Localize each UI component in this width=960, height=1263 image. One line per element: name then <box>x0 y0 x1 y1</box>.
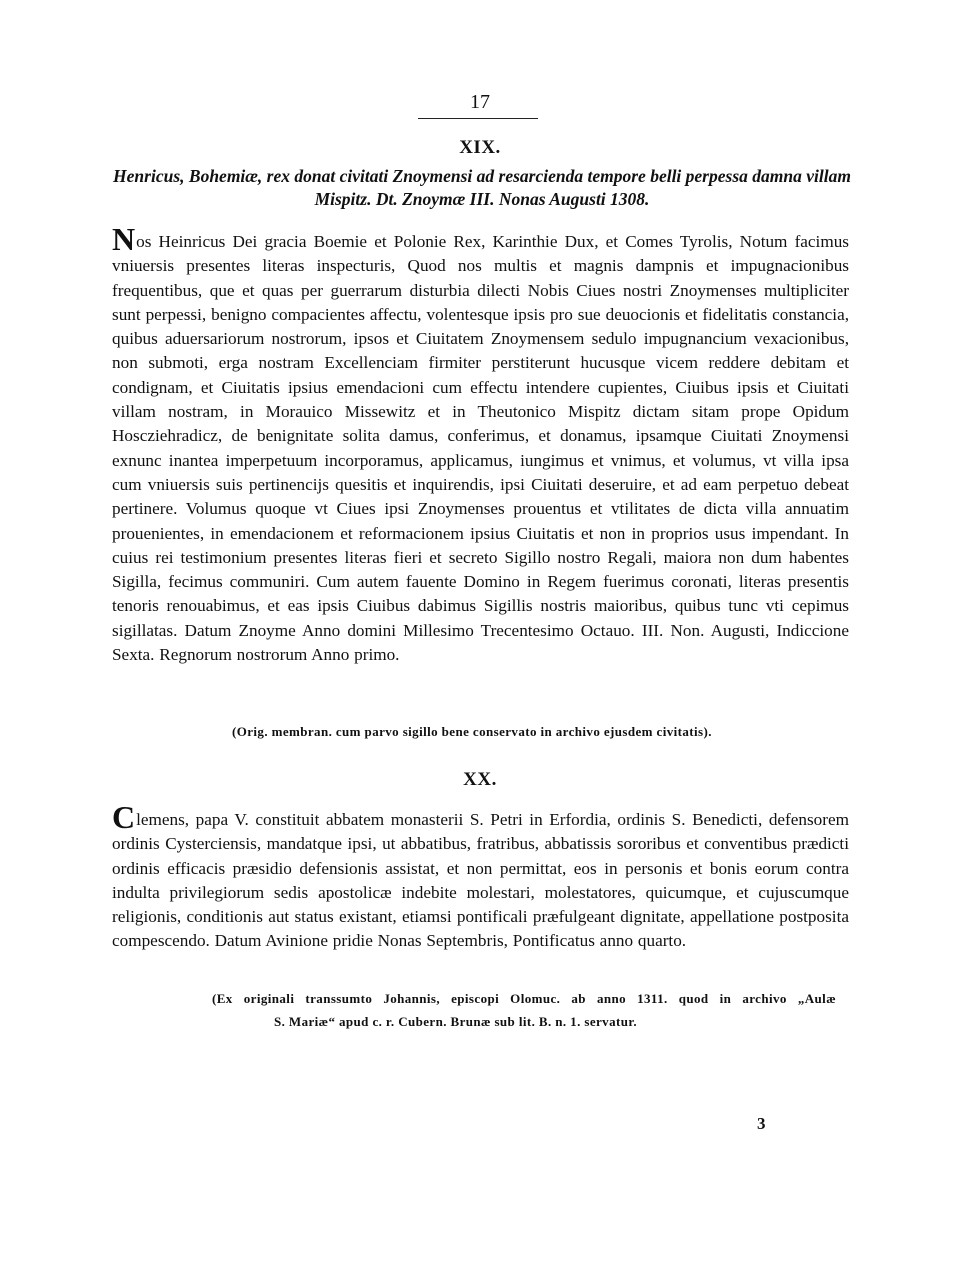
document-body-xx <box>112 799 849 954</box>
document-body-xix <box>112 221 849 667</box>
archival-note-line: S. Mariæ“ apud c. r. Cubern. Brunæ sub lit. B. n. 1. servatur. <box>274 1014 637 1029</box>
archival-note-line: (Ex originali transsumto Johannis, episcopi Olomuc. ab anno 1311. quod in archivo „Aulæ <box>212 991 836 1006</box>
archival-note-xix: (Orig. membran. cum parvo sigillo bene conservato in archivo ejusdem civitatis). <box>232 724 712 739</box>
body-text: os Heinricus Dei gracia Boemie et Polonie Rex, Karinthie Dux, et Comes Tyrolis, Notum facimus vniuersis presentes literas inspecturis, Quod nos multis et magnis dampnis et impugnacionibus frequentibus, que et quas per guerrarum disturbia dilecti Nobis Ciues nostri Znoymenses multipliciter sunt perpessi, benigno compacientes affectu, volentesque ipsis pro sue deuocionis et fidelitatis constancia, quibus aduersariorum nostrorum, ipsos et Ciuitatem Znoymensem sedulo impugnancium vexacionibus, non submoti, erga nostram Excellenciam firmiter perstiterunt hucusque vicem reddere debitam et condignam, et Ciuitatis ipsius emendacioni cum effectu intendere cupientes, Ciuibus ipsis et Ciuitati villam nostram, in Morauico Missewitz et in Theutonico Mispitz dictam sitam prope Opidum Hoscziehradicz, de benignitate solita damus, conferimus, et donamus, ipsamque Ciuitati Znoymensi exnunc inantea imperpetuum incorporamus, applicamus, iungimus et vnimus, et volumus, vt villa ipsa cum vniuersis suis pertinencijs quesitis et inquirendis, ipsi Ciuitati deseruire, et ad eam perpetuo debeat pertinere. Volumus quoque vt Ciues ipsi Znoymenses prouentus et vtilitates de dicta villa annuatim prouenientes, in emendacionem et reformacionem ipsius Ciuitatis et non in proprios usus impendant. In cuius rei testimonium presentes literas fieri et secreto Sigillo nostro Regali, maiora non dum habentes Sigilla, fecimus communiri. Cum autem fauente Domino in Regem fuerimus coronati, literas presentis tenoris renouabimus, et eas ipsis Ciuibus dabimus Sigillis nostris maioribus, quibus tunc vti cepimus sigillatas. Datum Znoyme Anno domini Millesimo Trecentesimo Octauo. III. Non. Augusti, Indiccione Sexta. Regnorum nostrorum Anno primo. <box>112 232 849 665</box>
page-number: 17 <box>470 91 490 113</box>
document-number-xx: XX. <box>463 769 497 790</box>
archival-note-xx <box>212 987 836 1033</box>
initial-letter: N <box>112 221 136 257</box>
signature-mark: 3 <box>757 1114 766 1133</box>
document-number-xix: XIX. <box>459 137 501 158</box>
header-rule <box>418 118 538 119</box>
document-summary-xix: Henricus, Bohemiæ, rex donat civitati Znoymensi ad resarcienda tempore belli perpessa damna villam Mispitz. Dt. Znoymæ III. Nonas Augusti 1308. <box>113 166 851 209</box>
body-text: lemens, papa V. constituit abbatem monasterii S. Petri in Erfordia, ordinis S. Benedicti, defensorem ordinis Cysterciensis, mandatque ipsi, ut abbatibus, fratribus, abbatissis sororibus et conventibus prædicti ordinis efficacis præsidio defensionis assistat, et non permittat, eos in personis et bonis eorum contra indulta privilegiorum sedis apostolicæ indebite molestari, molestatores, quicumque, et cujuscumque religionis, conditionis aut status existant, etiamsi pontificali præfulgeant dignitate, appellatione postposita compescendo. Datum Avinione pridie Nonas Septembris, Pontificatus anno quarto. <box>112 810 849 951</box>
initial-letter: C <box>112 799 136 835</box>
